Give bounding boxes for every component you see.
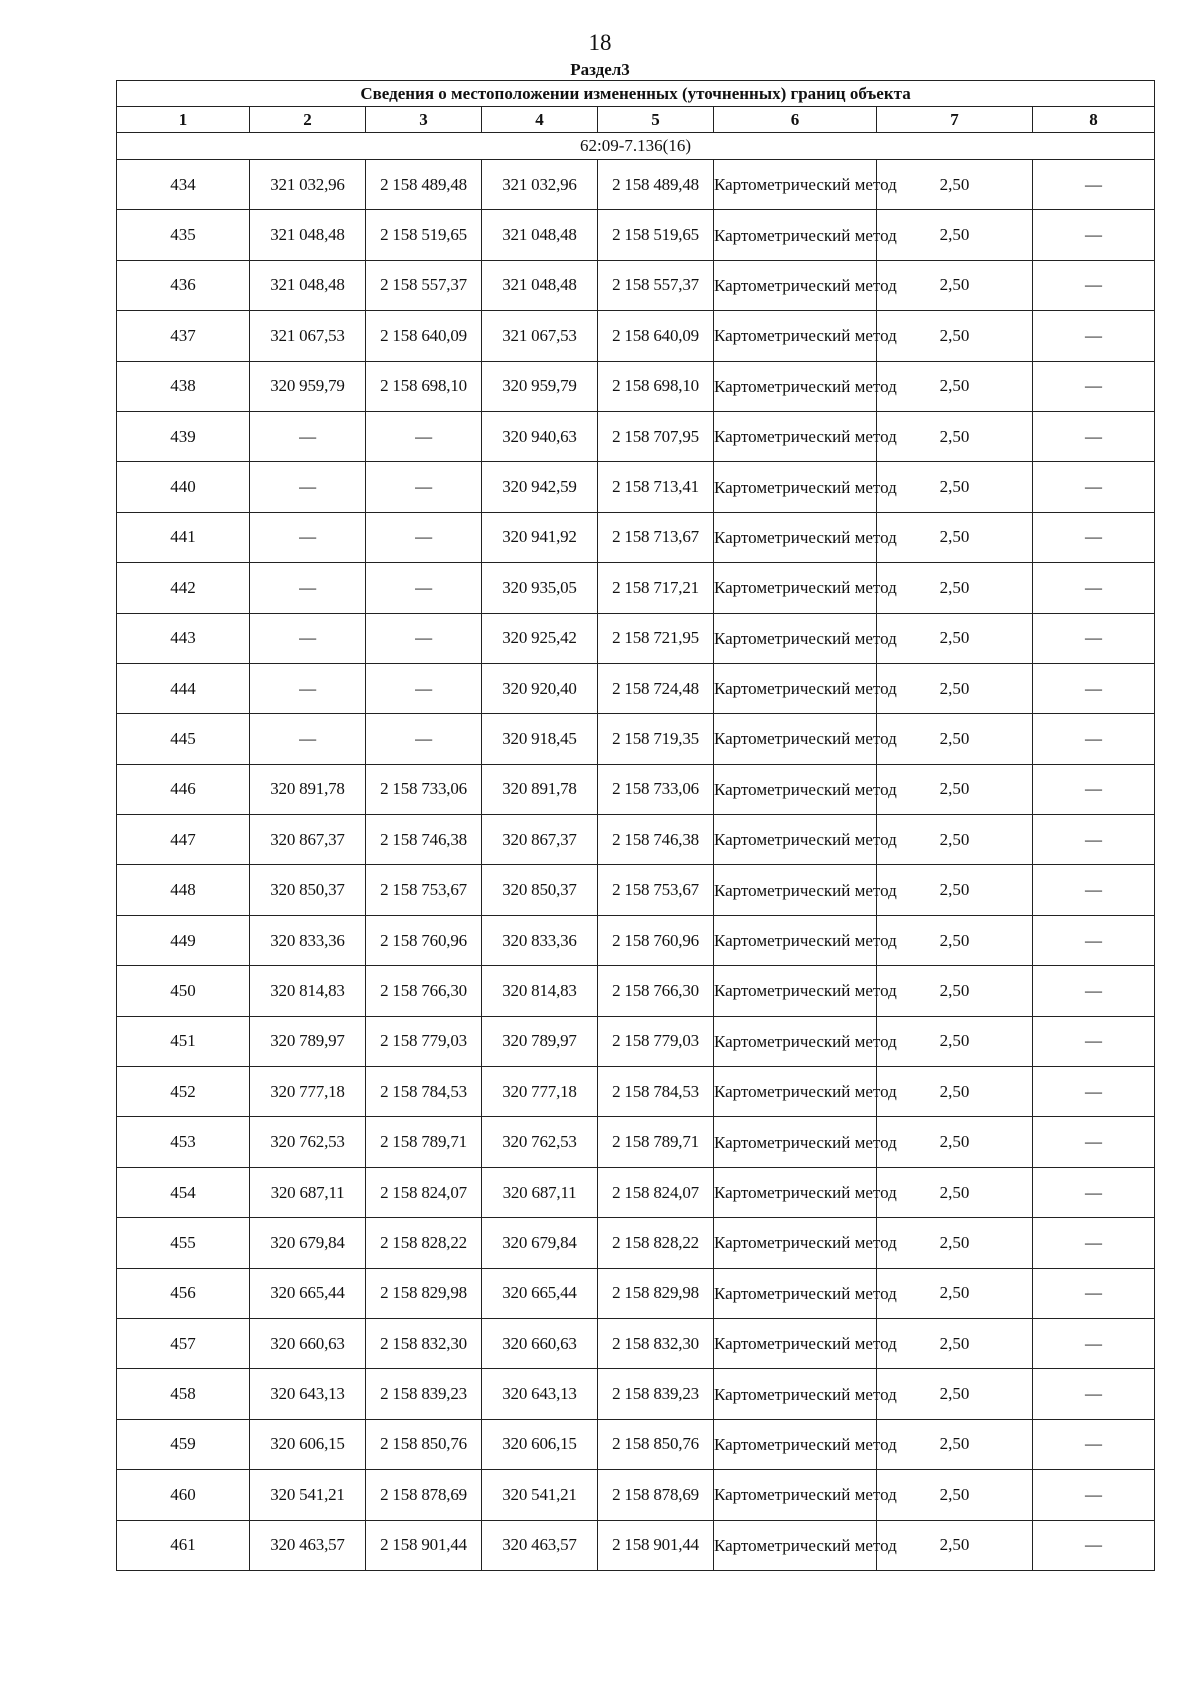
cell-new-y: 2 158 901,44 xyxy=(598,1520,714,1570)
cell-point-number: 435 xyxy=(117,210,250,260)
cell-method: Картометрический метод xyxy=(714,160,877,210)
cell-new-x: 320 942,59 xyxy=(482,462,598,512)
cell-new-y: 2 158 721,95 xyxy=(598,613,714,663)
cell-new-x: 320 935,05 xyxy=(482,563,598,613)
cell-old-y: 2 158 640,09 xyxy=(366,311,482,361)
column-header-2: 2 xyxy=(250,107,366,133)
cell-method: Картометрический метод xyxy=(714,512,877,562)
cell-accuracy: 2,50 xyxy=(877,714,1033,764)
cell-method: Картометрический метод xyxy=(714,1419,877,1469)
cell-description: — xyxy=(1033,865,1155,915)
boundary-coordinates-table xyxy=(116,80,1155,1571)
cell-new-y: 2 158 719,35 xyxy=(598,714,714,764)
cell-description: — xyxy=(1033,260,1155,310)
cell-point-number: 445 xyxy=(117,714,250,764)
cell-new-y: 2 158 707,95 xyxy=(598,411,714,461)
cell-new-x: 320 891,78 xyxy=(482,764,598,814)
cell-old-x: — xyxy=(250,613,366,663)
cell-description: — xyxy=(1033,1318,1155,1368)
cell-new-y: 2 158 832,30 xyxy=(598,1318,714,1368)
cell-description: — xyxy=(1033,361,1155,411)
cell-description: — xyxy=(1033,563,1155,613)
cell-point-number: 438 xyxy=(117,361,250,411)
cell-new-x: 320 814,83 xyxy=(482,966,598,1016)
cell-accuracy: 2,50 xyxy=(877,865,1033,915)
cell-old-y: 2 158 779,03 xyxy=(366,1016,482,1066)
cell-old-x: 320 814,83 xyxy=(250,966,366,1016)
table-row xyxy=(117,613,1155,663)
cell-new-x: 320 959,79 xyxy=(482,361,598,411)
cell-accuracy: 2,50 xyxy=(877,1268,1033,1318)
cell-old-x: — xyxy=(250,563,366,613)
cell-new-x: 320 762,53 xyxy=(482,1117,598,1167)
column-header-4: 4 xyxy=(482,107,598,133)
cell-new-y: 2 158 698,10 xyxy=(598,361,714,411)
cell-old-y: — xyxy=(366,462,482,512)
cell-new-x: 320 833,36 xyxy=(482,915,598,965)
cell-new-y: 2 158 829,98 xyxy=(598,1268,714,1318)
cell-accuracy: 2,50 xyxy=(877,260,1033,310)
table-row xyxy=(117,210,1155,260)
cell-old-x: 320 850,37 xyxy=(250,865,366,915)
cell-old-y: 2 158 746,38 xyxy=(366,815,482,865)
cell-point-number: 461 xyxy=(117,1520,250,1570)
cell-method: Картометрический метод xyxy=(714,915,877,965)
cell-description: — xyxy=(1033,1268,1155,1318)
cell-new-x: 320 643,13 xyxy=(482,1369,598,1419)
table-row xyxy=(117,815,1155,865)
cell-old-y: 2 158 828,22 xyxy=(366,1218,482,1268)
cell-description: — xyxy=(1033,512,1155,562)
cell-description: — xyxy=(1033,1470,1155,1520)
cell-new-x: 320 665,44 xyxy=(482,1268,598,1318)
cell-old-x: 320 777,18 xyxy=(250,1067,366,1117)
table-row xyxy=(117,1369,1155,1419)
cell-old-x: 320 606,15 xyxy=(250,1419,366,1469)
cell-new-x: 320 541,21 xyxy=(482,1470,598,1520)
cell-method: Картометрический метод xyxy=(714,1318,877,1368)
cell-description: — xyxy=(1033,1067,1155,1117)
cell-description: — xyxy=(1033,764,1155,814)
table-row xyxy=(117,865,1155,915)
table-row xyxy=(117,1117,1155,1167)
cell-point-number: 442 xyxy=(117,563,250,613)
cell-new-y: 2 158 557,37 xyxy=(598,260,714,310)
cell-new-y: 2 158 717,21 xyxy=(598,563,714,613)
cell-new-y: 2 158 746,38 xyxy=(598,815,714,865)
cell-point-number: 436 xyxy=(117,260,250,310)
cell-new-x: 320 660,63 xyxy=(482,1318,598,1368)
cell-old-x: 321 067,53 xyxy=(250,311,366,361)
cell-method: Картометрический метод xyxy=(714,966,877,1016)
cell-point-number: 453 xyxy=(117,1117,250,1167)
cell-accuracy: 2,50 xyxy=(877,512,1033,562)
cell-method: Картометрический метод xyxy=(714,260,877,310)
table-row xyxy=(117,462,1155,512)
cell-new-x: 320 687,11 xyxy=(482,1167,598,1217)
cell-point-number: 459 xyxy=(117,1419,250,1469)
cell-new-y: 2 158 760,96 xyxy=(598,915,714,965)
cell-description: — xyxy=(1033,1117,1155,1167)
cell-old-y: 2 158 832,30 xyxy=(366,1318,482,1368)
cell-description: — xyxy=(1033,1218,1155,1268)
cell-new-y: 2 158 878,69 xyxy=(598,1470,714,1520)
cell-old-y: 2 158 901,44 xyxy=(366,1520,482,1570)
cell-old-y: — xyxy=(366,714,482,764)
cell-old-y: 2 158 824,07 xyxy=(366,1167,482,1217)
cell-point-number: 449 xyxy=(117,915,250,965)
cell-method: Картометрический метод xyxy=(714,815,877,865)
cell-description: — xyxy=(1033,1520,1155,1570)
cell-method: Картометрический метод xyxy=(714,311,877,361)
cell-method: Картометрический метод xyxy=(714,663,877,713)
table-row xyxy=(117,714,1155,764)
table-row xyxy=(117,1419,1155,1469)
cell-method: Картометрический метод xyxy=(714,1117,877,1167)
cell-old-x: 320 891,78 xyxy=(250,764,366,814)
cell-method: Картометрический метод xyxy=(714,764,877,814)
cell-accuracy: 2,50 xyxy=(877,1470,1033,1520)
cell-old-y: 2 158 753,67 xyxy=(366,865,482,915)
cell-point-number: 441 xyxy=(117,512,250,562)
cell-description: — xyxy=(1033,1167,1155,1217)
cell-old-y: 2 158 733,06 xyxy=(366,764,482,814)
table-row xyxy=(117,361,1155,411)
cell-old-x: 320 463,57 xyxy=(250,1520,366,1570)
cell-new-y: 2 158 784,53 xyxy=(598,1067,714,1117)
table-row xyxy=(117,1520,1155,1570)
cell-new-y: 2 158 489,48 xyxy=(598,160,714,210)
cell-description: — xyxy=(1033,160,1155,210)
table-row xyxy=(117,1318,1155,1368)
cell-method: Картометрический метод xyxy=(714,1067,877,1117)
cell-new-x: 320 606,15 xyxy=(482,1419,598,1469)
table-row xyxy=(117,1016,1155,1066)
cell-description: — xyxy=(1033,1016,1155,1066)
cell-accuracy: 2,50 xyxy=(877,361,1033,411)
cell-point-number: 456 xyxy=(117,1268,250,1318)
cell-point-number: 440 xyxy=(117,462,250,512)
cell-description: — xyxy=(1033,210,1155,260)
cell-old-x: 320 687,11 xyxy=(250,1167,366,1217)
table-row xyxy=(117,1470,1155,1520)
cell-new-y: 2 158 713,41 xyxy=(598,462,714,512)
cell-method: Картометрический метод xyxy=(714,1167,877,1217)
cell-description: — xyxy=(1033,411,1155,461)
cell-old-y: 2 158 829,98 xyxy=(366,1268,482,1318)
cell-old-x: 320 643,13 xyxy=(250,1369,366,1419)
cell-new-y: 2 158 640,09 xyxy=(598,311,714,361)
table-row xyxy=(117,1218,1155,1268)
cell-new-x: 320 777,18 xyxy=(482,1067,598,1117)
cell-old-y: 2 158 519,65 xyxy=(366,210,482,260)
cell-old-y: 2 158 784,53 xyxy=(366,1067,482,1117)
cell-description: — xyxy=(1033,966,1155,1016)
cell-description: — xyxy=(1033,1369,1155,1419)
cell-accuracy: 2,50 xyxy=(877,210,1033,260)
cell-accuracy: 2,50 xyxy=(877,613,1033,663)
cell-new-x: 321 067,53 xyxy=(482,311,598,361)
cell-old-y: 2 158 489,48 xyxy=(366,160,482,210)
cell-accuracy: 2,50 xyxy=(877,311,1033,361)
cell-point-number: 447 xyxy=(117,815,250,865)
cell-accuracy: 2,50 xyxy=(877,1520,1033,1570)
cell-accuracy: 2,50 xyxy=(877,1117,1033,1167)
cell-description: — xyxy=(1033,1419,1155,1469)
column-header-8: 8 xyxy=(1033,107,1155,133)
cell-new-y: 2 158 713,67 xyxy=(598,512,714,562)
cell-new-x: 320 920,40 xyxy=(482,663,598,713)
cell-old-y: 2 158 789,71 xyxy=(366,1117,482,1167)
cell-old-y: 2 158 760,96 xyxy=(366,915,482,965)
cell-old-x: 320 679,84 xyxy=(250,1218,366,1268)
cell-point-number: 444 xyxy=(117,663,250,713)
cell-old-x: 320 833,36 xyxy=(250,915,366,965)
table-row xyxy=(117,663,1155,713)
cell-description: — xyxy=(1033,915,1155,965)
cell-old-x: 320 867,37 xyxy=(250,815,366,865)
cell-method: Картометрический метод xyxy=(714,361,877,411)
table-row xyxy=(117,966,1155,1016)
table-row xyxy=(117,411,1155,461)
cell-new-x: 320 940,63 xyxy=(482,411,598,461)
cell-new-y: 2 158 519,65 xyxy=(598,210,714,260)
cell-method: Картометрический метод xyxy=(714,1016,877,1066)
cell-new-x: 320 941,92 xyxy=(482,512,598,562)
cell-old-y: — xyxy=(366,563,482,613)
cell-new-x: 320 867,37 xyxy=(482,815,598,865)
cell-new-y: 2 158 724,48 xyxy=(598,663,714,713)
table-row xyxy=(117,160,1155,210)
cell-new-x: 320 679,84 xyxy=(482,1218,598,1268)
cell-accuracy: 2,50 xyxy=(877,1167,1033,1217)
group-label: 62:09-7.136(16) xyxy=(117,133,1155,160)
cell-old-x: — xyxy=(250,462,366,512)
cell-description: — xyxy=(1033,663,1155,713)
cell-old-x: 320 665,44 xyxy=(250,1268,366,1318)
cell-new-x: 320 789,97 xyxy=(482,1016,598,1066)
cell-method: Картометрический метод xyxy=(714,563,877,613)
cell-description: — xyxy=(1033,714,1155,764)
cell-new-x: 320 850,37 xyxy=(482,865,598,915)
cell-accuracy: 2,50 xyxy=(877,1067,1033,1117)
cell-old-x: — xyxy=(250,512,366,562)
cell-new-x: 321 048,48 xyxy=(482,210,598,260)
section-title: Раздел3 xyxy=(570,60,630,79)
cell-new-y: 2 158 839,23 xyxy=(598,1369,714,1419)
cell-new-x: 320 918,45 xyxy=(482,714,598,764)
cell-old-x: 320 541,21 xyxy=(250,1470,366,1520)
cell-point-number: 434 xyxy=(117,160,250,210)
cell-old-y: 2 158 557,37 xyxy=(366,260,482,310)
cell-new-x: 321 048,48 xyxy=(482,260,598,310)
cell-new-y: 2 158 733,06 xyxy=(598,764,714,814)
cell-accuracy: 2,50 xyxy=(877,160,1033,210)
table-row xyxy=(117,915,1155,965)
table-row xyxy=(117,512,1155,562)
cell-old-y: 2 158 766,30 xyxy=(366,966,482,1016)
cell-new-x: 320 463,57 xyxy=(482,1520,598,1570)
cell-old-x: — xyxy=(250,714,366,764)
table-row xyxy=(117,1067,1155,1117)
cell-method: Картометрический метод xyxy=(714,411,877,461)
cell-method: Картометрический метод xyxy=(714,210,877,260)
column-header-1: 1 xyxy=(117,107,250,133)
cell-old-x: 320 762,53 xyxy=(250,1117,366,1167)
cell-accuracy: 2,50 xyxy=(877,915,1033,965)
table-row xyxy=(117,563,1155,613)
cell-old-y: — xyxy=(366,512,482,562)
cell-method: Картометрический метод xyxy=(714,462,877,512)
cell-accuracy: 2,50 xyxy=(877,663,1033,713)
cell-accuracy: 2,50 xyxy=(877,764,1033,814)
cell-method: Картометрический метод xyxy=(714,1470,877,1520)
cell-old-y: — xyxy=(366,613,482,663)
cell-point-number: 437 xyxy=(117,311,250,361)
column-header-7: 7 xyxy=(877,107,1033,133)
table-row xyxy=(117,1167,1155,1217)
cell-point-number: 439 xyxy=(117,411,250,461)
cell-method: Картометрический метод xyxy=(714,865,877,915)
cell-point-number: 455 xyxy=(117,1218,250,1268)
cell-point-number: 443 xyxy=(117,613,250,663)
cell-old-y: 2 158 698,10 xyxy=(366,361,482,411)
cell-new-y: 2 158 828,22 xyxy=(598,1218,714,1268)
cell-description: — xyxy=(1033,311,1155,361)
cell-old-y: 2 158 839,23 xyxy=(366,1369,482,1419)
cell-point-number: 457 xyxy=(117,1318,250,1368)
cell-accuracy: 2,50 xyxy=(877,462,1033,512)
cell-method: Картометрический метод xyxy=(714,714,877,764)
cell-old-x: 320 959,79 xyxy=(250,361,366,411)
cell-accuracy: 2,50 xyxy=(877,1318,1033,1368)
cell-accuracy: 2,50 xyxy=(877,966,1033,1016)
cell-old-y: — xyxy=(366,411,482,461)
cell-accuracy: 2,50 xyxy=(877,1369,1033,1419)
cell-new-y: 2 158 779,03 xyxy=(598,1016,714,1066)
cell-old-y: 2 158 850,76 xyxy=(366,1419,482,1469)
cell-old-x: 320 660,63 xyxy=(250,1318,366,1368)
cell-description: — xyxy=(1033,613,1155,663)
cell-point-number: 458 xyxy=(117,1369,250,1419)
cell-method: Картометрический метод xyxy=(714,1520,877,1570)
cell-point-number: 452 xyxy=(117,1067,250,1117)
cell-old-x: 320 789,97 xyxy=(250,1016,366,1066)
cell-point-number: 454 xyxy=(117,1167,250,1217)
cell-old-x: — xyxy=(250,411,366,461)
cell-accuracy: 2,50 xyxy=(877,1419,1033,1469)
cell-method: Картометрический метод xyxy=(714,613,877,663)
cell-old-x: 321 048,48 xyxy=(250,210,366,260)
cell-new-x: 320 925,42 xyxy=(482,613,598,663)
cell-accuracy: 2,50 xyxy=(877,815,1033,865)
cell-new-y: 2 158 850,76 xyxy=(598,1419,714,1469)
cell-point-number: 450 xyxy=(117,966,250,1016)
cell-point-number: 451 xyxy=(117,1016,250,1066)
cell-old-x: 321 032,96 xyxy=(250,160,366,210)
cell-old-y: 2 158 878,69 xyxy=(366,1470,482,1520)
cell-new-x: 321 032,96 xyxy=(482,160,598,210)
cell-description: — xyxy=(1033,462,1155,512)
cell-accuracy: 2,50 xyxy=(877,1016,1033,1066)
cell-new-y: 2 158 753,67 xyxy=(598,865,714,915)
cell-old-y: — xyxy=(366,663,482,713)
cell-point-number: 446 xyxy=(117,764,250,814)
cell-point-number: 460 xyxy=(117,1470,250,1520)
cell-accuracy: 2,50 xyxy=(877,1218,1033,1268)
cell-old-x: 321 048,48 xyxy=(250,260,366,310)
cell-method: Картометрический метод xyxy=(714,1268,877,1318)
cell-new-y: 2 158 766,30 xyxy=(598,966,714,1016)
cell-description: — xyxy=(1033,815,1155,865)
cell-accuracy: 2,50 xyxy=(877,563,1033,613)
column-header-5: 5 xyxy=(598,107,714,133)
cell-accuracy: 2,50 xyxy=(877,411,1033,461)
cell-new-y: 2 158 824,07 xyxy=(598,1167,714,1217)
table-row xyxy=(117,311,1155,361)
column-header-3: 3 xyxy=(366,107,482,133)
table-row xyxy=(117,764,1155,814)
table-caption: Сведения о местоположении измененных (уточненных) границ объекта xyxy=(117,81,1155,107)
page-number: 18 xyxy=(588,30,612,55)
cell-method: Картометрический метод xyxy=(714,1369,877,1419)
table-row xyxy=(117,260,1155,310)
table-row xyxy=(117,1268,1155,1318)
column-header-6: 6 xyxy=(714,107,877,133)
cell-point-number: 448 xyxy=(117,865,250,915)
cell-new-y: 2 158 789,71 xyxy=(598,1117,714,1167)
cell-method: Картометрический метод xyxy=(714,1218,877,1268)
cell-old-x: — xyxy=(250,663,366,713)
